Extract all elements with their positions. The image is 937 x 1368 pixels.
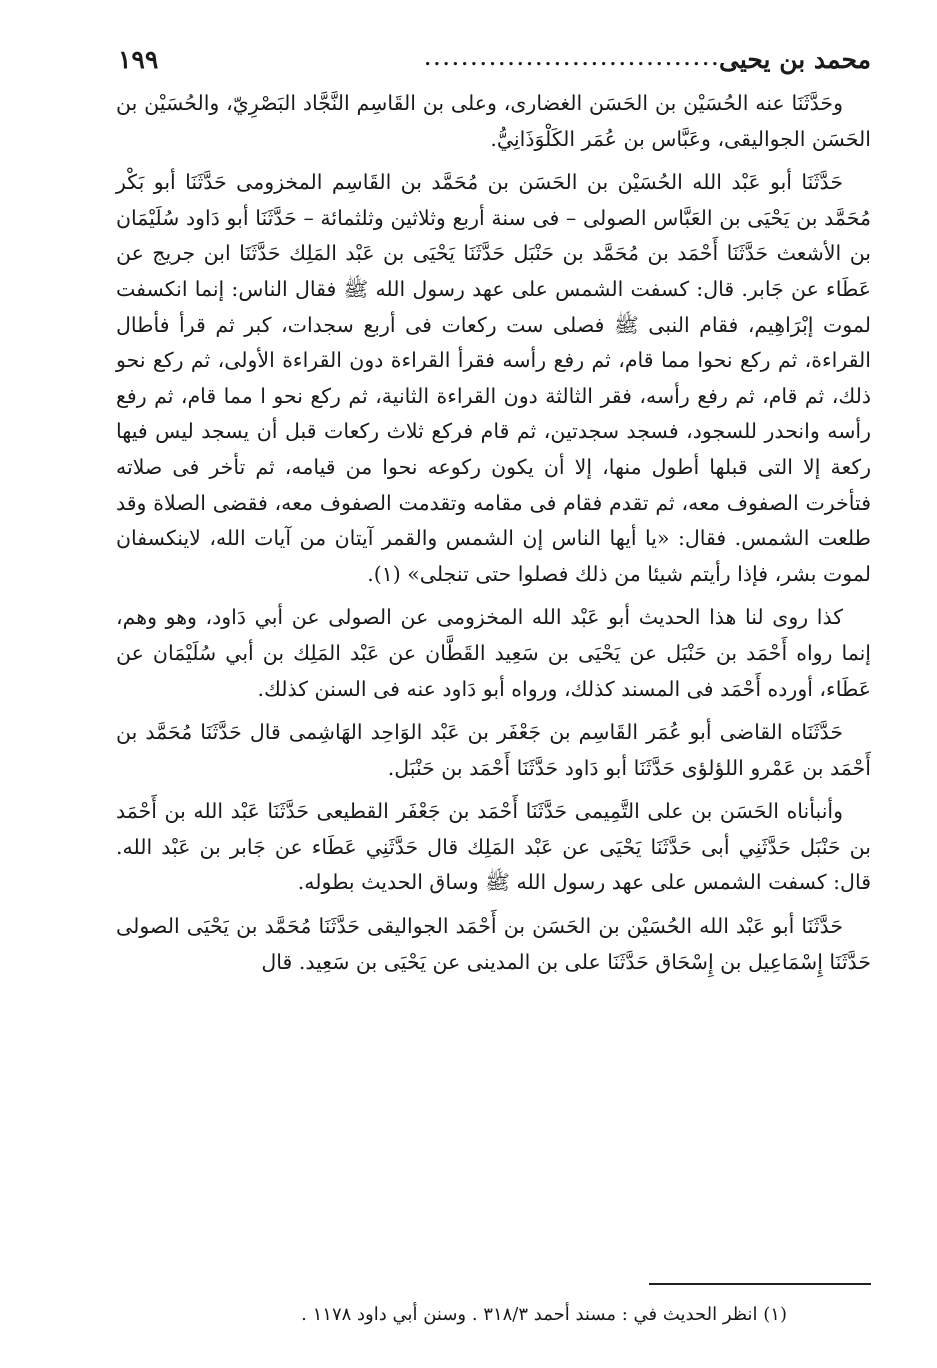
paragraph: حَدَّثَنَا أبو عَبْد الله الحُسَيْن بن الحَسَن بن مُحَمَّد بن القَاسِم المخزومى حَدَّثَنَا أبو بَكْر مُحَمَّد بن يَحْيَى بن العَبَّاس الصولى – فى سنة أربع وثلاثين وثلثمائة – حَدَّثَنَا أبو دَاود سُلَيْمَان بن الأشعث حَدَّثَنَا أَحْمَد بن مُحَمَّد بن حَنْبَل حَدَّثَنَا يَحْيَى بن عَبْد المَلِك حَدَّثَنَا ابن جريج عن عَطَاء عن جَابر. قال: كسفت الشمس على عهد رسول الله ﷺ فقال الناس: إنما انكسفت لموت إبْرَاهِيم، فقام النبى ﷺ فصلى ست ركعات فى أربع سجدات، كبر ثم قرأ فأطال القراءة، ثم ركع نحوا مما قام، ثم رفع رأسه فقرأ القراءة دون القراءة الأولى، ثم ركع نحو ذلك، ثم قام، ثم رفع رأسه، فقر الثالثة دون القراءة الثانية، ثم ركع نحو ا مما قام، ثم رفع رأسه وانحدر للسجود، فسجد سجدتين، ثم قام فركع ثلاث ركعات قبل أن يسجد ليس فيها ركعة إلا التى قبلها أطول منها، إلا أن يكون ركوعه نحوا من قيامه، ثم تأخر فى صلاته فتأخرت الصفوف معه، ثم تقدم فقام فى مقامه وتقدمت الصفوف معه، فقضى الصلاة وقد طلعت الشمس. فقال: «يا أيها الناس إن الشمس والقمر آيتان من آيات الله، لاينكسفان لموت بشر، فإذا رأيتم شيئا من ذلك فصلوا حتى تنجلى» (١).: [116, 170, 871, 586]
paragraph: حَدَّثَنَا أبو عَبْد الله الحُسَيْن بن الحَسَن بن أَحْمَد الجواليقى حَدَّثَنَا مُحَمَّد بن يَحْيَى الصولى حَدَّثَنَا إِسْمَاعِيل بن إِسْحَاق حَدَّثَنَا على بن المدينى عن يَحْيَى بن سَعِيد. قال: [116, 914, 871, 974]
footnote-divider: [649, 1283, 871, 1285]
paragraph: وأنبأناه الحَسَن بن على التَّمِيمى حَدَّثَنَا أَحْمَد بن جَعْفَر القطيعى حَدَّثَنَا عَبْد الله بن أَحْمَد بن حَنْبَل حَدَّثَنِي أبى حَدَّثَنَا يَحْيَى عن عَبْد المَلِك قال حَدَّثَنِي عَطَاء عن جَابر بن عَبْد الله. قال: كسفت الشمس على عهد رسول الله ﷺ وساق الحديث بطوله.: [116, 799, 871, 895]
footnote: (١) انظر الحديث في : مسند أحمد ٣١٨/٣ . وسنن أبي داود ١١٧٨ .: [301, 1304, 787, 1325]
running-title: محمد بن يحيى: [719, 45, 871, 74]
header-leader-dots: ................................: [424, 49, 721, 70]
main-text: [116, 86, 871, 988]
running-header: [118, 40, 871, 80]
page-number: ١٩٩: [118, 45, 159, 74]
paragraph: كذا روى لنا هذا الحديث أبو عَبْد الله المخزومى عن الصولى عن أبي دَاود، وهو وهم، إنما رواه أَحْمَد بن حَنْبَل عن يَحْيَى بن سَعِيد القَطَّان عن عَبْد المَلِك بن أبي سُلَيْمَان عن عَطَاء، أورده أَحْمَد فى المسند كذلك، ورواه أبو دَاود عنه فى السنن كذلك.: [116, 605, 871, 701]
paragraph: وحَدَّثَنَا عنه الحُسَيْن بن الحَسَن الغضارى، وعلى بن القَاسِم النَّجَّاد البَصْرِيّ، والحُسَيْن بن الحَسَن الجواليقى، وعَبَّاس بن عُمَر الكَلْوَذَانِيُّ.: [116, 91, 871, 151]
paragraph: حَدَّثَنَاه القاضى أبو عُمَر القَاسِم بن جَعْفَر بن عَبْد الوَاحِد الهَاشِمى قال حَدَّثَنَا مُحَمَّد بن أَحْمَد بن عَمْرو اللؤلؤى حَدَّثَنَا أبو دَاود حَدَّثَنَا أَحْمَد بن حَنْبَل.: [116, 720, 871, 780]
